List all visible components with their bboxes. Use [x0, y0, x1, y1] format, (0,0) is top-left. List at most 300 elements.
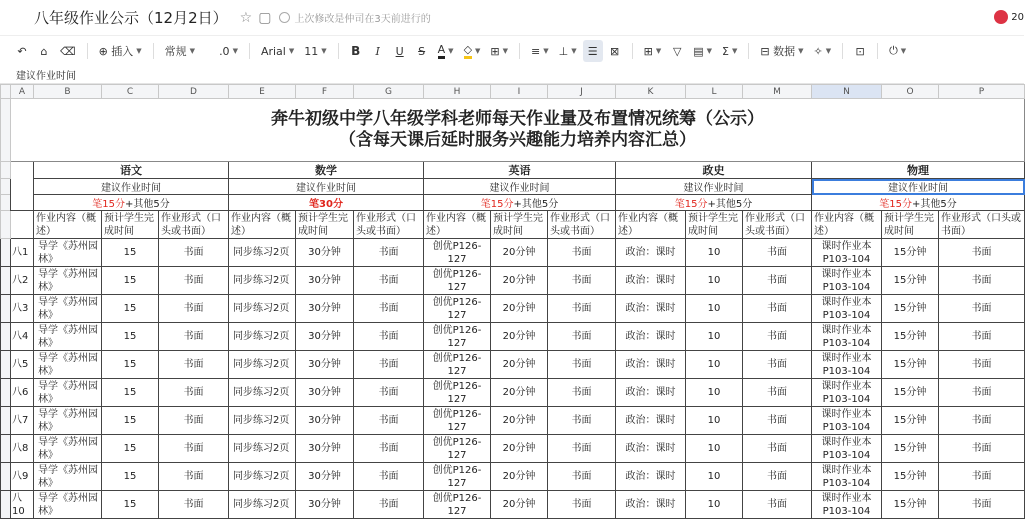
physics-content[interactable]: 课时作业本P103-104 — [812, 435, 882, 463]
english-content[interactable]: 创优P126-127 — [424, 267, 491, 295]
format-painter-icon[interactable]: ⌂ — [40, 44, 48, 58]
sheet-title-line2: （含每天课后延时服务兴趣能力培养内容汇总） — [339, 130, 696, 150]
politics-history-form[interactable]: 书面 — [743, 239, 812, 267]
last-edit-status[interactable] — [279, 10, 430, 25]
header-time[interactable]: 预计学生完成时间 — [491, 211, 548, 239]
chinese-content[interactable]: 导学《苏州园林》 — [34, 379, 102, 407]
math-form[interactable]: 书面 — [354, 351, 424, 379]
toolbar-divider — [877, 43, 878, 59]
english-content[interactable]: 创优P126-127 — [424, 351, 491, 379]
math-content[interactable]: 同步练习2页 — [229, 323, 296, 351]
font-family-dropdown[interactable]: Arial ▼ — [260, 44, 295, 58]
row-header[interactable] — [1, 99, 11, 162]
class-label[interactable]: 八4 — [11, 323, 34, 351]
math-form[interactable]: 书面 — [354, 379, 424, 407]
english-time[interactable]: 20分钟 — [491, 407, 548, 435]
merge-cells-button[interactable] — [605, 40, 625, 62]
politics-history-form[interactable]: 书面 — [743, 407, 812, 435]
math-form[interactable]: 书面 — [354, 323, 424, 351]
chinese-content[interactable]: 导学《苏州园林》 — [34, 463, 102, 491]
class-label[interactable]: 八6 — [11, 379, 34, 407]
chinese-time[interactable]: 15 — [102, 267, 159, 295]
math-content[interactable]: 同步练习2页 — [229, 295, 296, 323]
time-rule-politics-history[interactable]: 笔15分+其他5分 — [616, 195, 812, 211]
politics-history-content[interactable]: 政治：课时 — [616, 407, 686, 435]
suggest-time-math[interactable]: 建议作业时间 — [229, 179, 424, 195]
math-content[interactable]: 同步练习2页 — [229, 351, 296, 379]
suggest-time-physics[interactable]: 建议作业时间 — [812, 179, 1025, 195]
header-content[interactable]: 作业内容（概述） — [424, 211, 491, 239]
chinese-time[interactable]: 15 — [102, 491, 159, 519]
chinese-content[interactable]: 导学《苏州园林》 — [34, 295, 102, 323]
math-form[interactable]: 书面 — [354, 239, 424, 267]
politics-history-content[interactable]: 政治：课时 — [616, 239, 686, 267]
col-header-m[interactable]: M — [743, 85, 812, 99]
math-time[interactable]: 30分钟 — [296, 239, 354, 267]
class-label[interactable]: 八9 — [11, 463, 34, 491]
row-header[interactable] — [1, 239, 11, 267]
chinese-form[interactable]: 书面 — [159, 463, 229, 491]
row-header[interactable] — [1, 267, 11, 295]
data-icon: ⊟ — [760, 44, 770, 58]
magic-button[interactable] — [809, 40, 835, 62]
table-row — [1, 379, 1025, 407]
chinese-content[interactable]: 导学《苏州园林》 — [34, 407, 102, 435]
column-header-row — [1, 85, 1025, 99]
politics-history-content[interactable]: 政治：课时 — [616, 351, 686, 379]
header-form[interactable]: 作业形式（口头或书面） — [548, 211, 616, 239]
chinese-form[interactable]: 书面 — [159, 379, 229, 407]
row-header[interactable] — [1, 211, 11, 239]
row-label-blank[interactable] — [11, 162, 34, 211]
math-form[interactable]: 书面 — [354, 267, 424, 295]
politics-history-content[interactable]: 政治：课时 — [616, 463, 686, 491]
header-time[interactable]: 预计学生完成时间 — [102, 211, 159, 239]
sheet-title-line1: 奔牛初级中学八年级学科老师每天作业量及布置情况统筹（公示） — [271, 109, 764, 129]
table-row — [1, 295, 1025, 323]
physics-content[interactable]: 课时作业本P103-104 — [812, 295, 882, 323]
chevron-down-icon: ▼ — [502, 47, 509, 55]
physics-time[interactable]: 15分钟 — [882, 351, 939, 379]
english-form[interactable]: 书面 — [548, 491, 616, 519]
plugin-button[interactable] — [885, 40, 910, 62]
english-form[interactable]: 书面 — [548, 407, 616, 435]
politics-history-time[interactable]: 10 — [686, 267, 743, 295]
table-row — [1, 491, 1025, 519]
politics-history-form[interactable]: 书面 — [743, 351, 812, 379]
math-form[interactable]: 书面 — [354, 295, 424, 323]
english-form[interactable]: 书面 — [548, 351, 616, 379]
time-rule-english[interactable]: 笔15分+其他5分 — [424, 195, 616, 211]
col-header-d[interactable]: D — [159, 85, 229, 99]
clear-format-icon[interactable]: ⌫ — [60, 44, 76, 58]
row-header[interactable] — [1, 407, 11, 435]
english-time[interactable]: 20分钟 — [491, 267, 548, 295]
politics-history-content[interactable]: 政治：课时 — [616, 323, 686, 351]
sheet-title-cell[interactable] — [11, 99, 1025, 162]
math-time[interactable]: 30分钟 — [296, 463, 354, 491]
chevron-down-icon: ▼ — [475, 47, 481, 55]
english-content[interactable]: 创优P126-127 — [424, 491, 491, 519]
col-header-f[interactable]: F — [296, 85, 354, 99]
politics-history-time[interactable]: 10 — [686, 323, 743, 351]
politics-history-form[interactable]: 书面 — [743, 295, 812, 323]
freeze-button[interactable] — [640, 40, 666, 62]
english-form[interactable]: 书面 — [548, 323, 616, 351]
header-form[interactable]: 作业形式（口头或书面） — [743, 211, 812, 239]
col-header-c[interactable]: C — [102, 85, 159, 99]
chinese-content[interactable]: 导学《苏州园林》 — [34, 351, 102, 379]
politics-history-time[interactable]: 10 — [686, 351, 743, 379]
header-time[interactable]: 预计学生完成时间 — [882, 211, 939, 239]
english-content[interactable]: 创优P126-127 — [424, 295, 491, 323]
corner-cell[interactable] — [1, 85, 11, 99]
english-form[interactable]: 书面 — [548, 379, 616, 407]
math-content[interactable]: 同步练习2页 — [229, 491, 296, 519]
time-rule-physics[interactable]: 笔15分+其他5分 — [812, 195, 1025, 211]
filter-button[interactable] — [667, 40, 687, 62]
table-row — [1, 323, 1025, 351]
wrap-icon: ☰ — [587, 44, 598, 58]
last-edit-text: 上次修改是仲司在3天前进行的 — [294, 14, 431, 25]
class-label[interactable]: 八5 — [11, 351, 34, 379]
col-header-p[interactable]: P — [939, 85, 1025, 99]
chinese-time[interactable]: 15 — [102, 295, 159, 323]
align-vertical-button[interactable] — [555, 40, 581, 62]
chevron-down-icon: ▼ — [232, 47, 238, 55]
chinese-form[interactable]: 书面 — [159, 323, 229, 351]
formula-bar[interactable] — [0, 66, 1024, 84]
header-form[interactable]: 作业形式（口头或书面） — [939, 211, 1025, 239]
math-content[interactable]: 同步练习2页 — [229, 267, 296, 295]
politics-history-time[interactable]: 10 — [686, 379, 743, 407]
header-content[interactable]: 作业内容（概述） — [812, 211, 882, 239]
physics-time[interactable]: 15分钟 — [882, 323, 939, 351]
filter-icon: ▽ — [673, 44, 682, 58]
col-header-h[interactable]: H — [424, 85, 491, 99]
table-icon: ▤ — [693, 44, 704, 58]
english-content[interactable]: 创优P126-127 — [424, 463, 491, 491]
class-label[interactable]: 八3 — [11, 295, 34, 323]
toolbar-divider — [842, 43, 843, 59]
subject-politics-history[interactable]: 政史 — [616, 162, 812, 179]
chinese-form[interactable]: 书面 — [159, 267, 229, 295]
physics-form[interactable]: 书面 — [939, 239, 1025, 267]
physics-form[interactable]: 书面 — [939, 323, 1025, 351]
physics-form[interactable]: 书面 — [939, 407, 1025, 435]
math-content[interactable]: 同步练习2页 — [229, 239, 296, 267]
politics-history-content[interactable]: 政治：课时 — [616, 435, 686, 463]
star-icon[interactable]: ☆ — [239, 9, 253, 26]
chinese-form[interactable]: 书面 — [159, 239, 229, 267]
english-time[interactable]: 20分钟 — [491, 491, 548, 519]
data-button[interactable]: ⊟ 数据 ▼ — [760, 44, 804, 58]
row-header[interactable] — [1, 435, 11, 463]
toolbar-divider — [87, 43, 88, 59]
lock-button[interactable] — [850, 40, 870, 62]
chinese-content[interactable]: 导学《苏州园林》 — [34, 491, 102, 519]
chevron-down-icon: ▼ — [189, 47, 196, 55]
conditional-format-button[interactable] — [689, 40, 716, 62]
chevron-down-icon: ▼ — [706, 47, 713, 55]
class-header-blank[interactable] — [11, 211, 34, 239]
class-label[interactable]: 八1 — [11, 239, 34, 267]
class-label[interactable]: 八7 — [11, 407, 34, 435]
row-header[interactable] — [1, 295, 11, 323]
english-time[interactable]: 20分钟 — [491, 351, 548, 379]
col-header-k[interactable]: K — [616, 85, 686, 99]
wrap-text-button[interactable] — [583, 40, 603, 62]
header-form[interactable]: 作业形式（口头或书面） — [159, 211, 229, 239]
politics-history-content[interactable]: 政治：课时 — [616, 491, 686, 519]
chinese-time[interactable]: 15 — [102, 407, 159, 435]
table-row — [1, 435, 1025, 463]
toolbar-divider — [249, 43, 250, 59]
politics-history-time[interactable]: 10 — [686, 463, 743, 491]
politics-history-form[interactable]: 书面 — [743, 379, 812, 407]
english-content[interactable]: 创优P126-127 — [424, 435, 491, 463]
math-form[interactable]: 书面 — [354, 491, 424, 519]
italic-button[interactable]: I — [375, 44, 380, 58]
toolbar — [0, 36, 1024, 66]
math-form[interactable]: 书面 — [354, 435, 424, 463]
physics-time[interactable]: 15分钟 — [882, 267, 939, 295]
english-form[interactable]: 书面 — [548, 239, 616, 267]
english-form[interactable]: 书面 — [548, 295, 616, 323]
politics-history-time[interactable]: 10 — [686, 295, 743, 323]
time-rule-chinese[interactable]: 笔15分+其他5分 — [34, 195, 229, 211]
chinese-content[interactable]: 导学《苏州园林》 — [34, 267, 102, 295]
class-label[interactable]: 八8 — [11, 435, 34, 463]
chevron-down-icon: ▼ — [136, 47, 142, 55]
table-row — [1, 351, 1025, 379]
wand-icon: ✧ — [813, 44, 823, 58]
politics-history-content[interactable]: 政治：课时 — [616, 379, 686, 407]
math-time[interactable]: 30分钟 — [296, 407, 354, 435]
politics-history-time[interactable]: 10 — [686, 239, 743, 267]
physics-time[interactable]: 15分钟 — [882, 379, 939, 407]
row-header[interactable] — [1, 463, 11, 491]
header-form[interactable]: 作业形式（口头或书面） — [354, 211, 424, 239]
english-form[interactable]: 书面 — [548, 463, 616, 491]
col-header-e[interactable]: E — [229, 85, 296, 99]
english-content[interactable]: 创优P126-127 — [424, 323, 491, 351]
col-header-l[interactable]: L — [686, 85, 743, 99]
politics-history-time[interactable]: 10 — [686, 407, 743, 435]
chinese-form[interactable]: 书面 — [159, 435, 229, 463]
chinese-time[interactable]: 15 — [102, 323, 159, 351]
politics-history-form[interactable]: 书面 — [743, 463, 812, 491]
english-time[interactable]: 20分钟 — [491, 435, 548, 463]
english-content[interactable]: 创优P126-127 — [424, 407, 491, 435]
math-time[interactable]: 30分钟 — [296, 379, 354, 407]
col-header-g[interactable]: G — [354, 85, 424, 99]
col-header-j[interactable]: J — [548, 85, 616, 99]
align-icon: ≡ — [531, 44, 541, 58]
physics-time[interactable]: 15分钟 — [882, 491, 939, 519]
math-content[interactable]: 同步练习2页 — [229, 463, 296, 491]
sum-button[interactable]: Σ ▼ — [722, 44, 738, 58]
english-time[interactable]: 20分钟 — [491, 295, 548, 323]
english-time[interactable]: 20分钟 — [491, 463, 548, 491]
col-header-o[interactable]: O — [882, 85, 939, 99]
chinese-content[interactable]: 导学《苏州园林》 — [34, 323, 102, 351]
table-row — [1, 267, 1025, 295]
lock-icon: ⊡ — [855, 44, 865, 58]
chinese-time[interactable]: 15 — [102, 463, 159, 491]
table-row — [1, 463, 1025, 491]
insert-button[interactable]: ⊕ 插入 ▼ — [98, 44, 142, 58]
fill-color-button[interactable] — [460, 40, 485, 62]
math-content[interactable]: 同步练习2页 — [229, 407, 296, 435]
math-time[interactable]: 30分钟 — [296, 267, 354, 295]
physics-time[interactable]: 15分钟 — [882, 407, 939, 435]
row-header[interactable] — [1, 162, 11, 179]
physics-time[interactable]: 15分钟 — [882, 239, 939, 267]
chinese-time[interactable]: 15 — [102, 351, 159, 379]
subject-physics[interactable]: 物理 — [812, 162, 1025, 179]
math-time[interactable]: 30分钟 — [296, 351, 354, 379]
row-header[interactable] — [1, 491, 11, 519]
english-form[interactable]: 书面 — [548, 267, 616, 295]
chevron-down-icon: ▼ — [655, 47, 662, 55]
row-header[interactable] — [1, 195, 11, 211]
math-time[interactable]: 30分钟 — [296, 435, 354, 463]
politics-history-time[interactable]: 10 — [686, 435, 743, 463]
number-format-dropdown[interactable]: 常规 ▼ — [164, 45, 196, 58]
math-content[interactable]: 同步练习2页 — [229, 379, 296, 407]
chinese-time[interactable]: 15 — [102, 435, 159, 463]
politics-history-content[interactable]: 政治：课时 — [616, 267, 686, 295]
class-label[interactable]: 八2 — [11, 267, 34, 295]
subject-english[interactable]: 英语 — [424, 162, 616, 179]
physics-time[interactable]: 15分钟 — [882, 295, 939, 323]
spreadsheet-table — [0, 84, 1025, 519]
col-header-b[interactable]: B — [34, 85, 102, 99]
header-content[interactable]: 作业内容（概述） — [229, 211, 296, 239]
physics-form[interactable]: 书面 — [939, 463, 1025, 491]
underline-button[interactable]: U — [395, 44, 404, 58]
clock-icon — [279, 12, 290, 23]
politics-history-time[interactable]: 10 — [686, 491, 743, 519]
decimal-dropdown[interactable]: .0 ▼ — [219, 44, 238, 58]
suggest-time-politics-history[interactable]: 建议作业时间 — [616, 179, 812, 195]
math-time[interactable]: 30分钟 — [296, 295, 354, 323]
physics-form[interactable]: 书面 — [939, 267, 1025, 295]
time-rule-math[interactable]: 笔30分 — [229, 195, 424, 211]
row-header[interactable] — [1, 379, 11, 407]
comment-icon[interactable]: ▢ — [258, 9, 272, 26]
physics-form[interactable]: 书面 — [939, 379, 1025, 407]
chinese-form[interactable]: 书面 — [159, 407, 229, 435]
politics-history-form[interactable]: 书面 — [743, 323, 812, 351]
physics-content[interactable]: 课时作业本P103-104 — [812, 239, 882, 267]
physics-form[interactable]: 书面 — [939, 351, 1025, 379]
align-horizontal-button[interactable] — [527, 40, 553, 62]
bold-button[interactable]: B — [351, 44, 361, 58]
physics-form[interactable]: 书面 — [939, 295, 1025, 323]
toolbar-divider — [632, 43, 633, 59]
physics-form[interactable]: 书面 — [939, 435, 1025, 463]
physics-content[interactable]: 课时作业本P103-104 — [812, 323, 882, 351]
chinese-form[interactable]: 书面 — [159, 351, 229, 379]
col-header-i[interactable]: I — [491, 85, 548, 99]
physics-form[interactable]: 书面 — [939, 491, 1025, 519]
col-header-n[interactable]: N — [812, 85, 882, 99]
borders-button[interactable] — [486, 40, 512, 62]
header-content[interactable]: 作业内容（概述） — [616, 211, 686, 239]
physics-content[interactable]: 课时作业本P103-104 — [812, 351, 882, 379]
chevron-down-icon: ▼ — [798, 47, 804, 55]
chinese-content[interactable]: 导学《苏州园林》 — [34, 435, 102, 463]
english-form[interactable]: 书面 — [548, 435, 616, 463]
math-content[interactable]: 同步练习2页 — [229, 435, 296, 463]
subject-chinese[interactable]: 语文 — [34, 162, 229, 179]
chevron-down-icon: ▼ — [825, 47, 832, 55]
col-header-a[interactable]: A — [11, 85, 34, 99]
data-rows — [1, 239, 1025, 519]
english-content[interactable]: 创优P126-127 — [424, 239, 491, 267]
row-header[interactable] — [1, 351, 11, 379]
physics-content[interactable]: 课时作业本P103-104 — [812, 407, 882, 435]
strikethrough-button[interactable]: S — [418, 44, 426, 58]
politics-history-form[interactable]: 书面 — [743, 491, 812, 519]
text-color-button[interactable]: A ▼ — [434, 40, 458, 62]
font-size-dropdown[interactable]: 11 ▼ — [304, 44, 327, 58]
chinese-time[interactable]: 15 — [102, 379, 159, 407]
chinese-form[interactable]: 书面 — [159, 491, 229, 519]
header-time[interactable]: 预计学生完成时间 — [296, 211, 354, 239]
english-time[interactable]: 20分钟 — [491, 239, 548, 267]
chinese-time[interactable]: 15 — [102, 239, 159, 267]
undo-icon[interactable]: ↶ — [17, 44, 27, 58]
math-form[interactable]: 书面 — [354, 463, 424, 491]
table-row — [1, 239, 1025, 267]
physics-time[interactable]: 15分钟 — [882, 463, 939, 491]
chinese-form[interactable]: 书面 — [159, 295, 229, 323]
politics-history-content[interactable]: 政治：课时 — [616, 295, 686, 323]
subject-math[interactable]: 数学 — [229, 162, 424, 179]
suggest-time-chinese[interactable]: 建议作业时间 — [34, 179, 229, 195]
plug-icon: ⏻ — [889, 44, 898, 57]
doc-title[interactable]: 八年级作业公示（12月2日） — [34, 9, 228, 27]
politics-history-form[interactable]: 书面 — [743, 435, 812, 463]
physics-content[interactable]: 课时作业本P103-104 — [812, 379, 882, 407]
header-time[interactable]: 预计学生完成时间 — [686, 211, 743, 239]
class-label[interactable]: 八10 — [11, 491, 34, 519]
physics-content[interactable]: 课时作业本P103-104 — [812, 463, 882, 491]
physics-content[interactable]: 课时作业本P103-104 — [812, 267, 882, 295]
physics-time[interactable]: 15分钟 — [882, 435, 939, 463]
row-header[interactable] — [1, 323, 11, 351]
physics-content[interactable]: 课时作业本P103-104 — [812, 491, 882, 519]
english-time[interactable]: 20分钟 — [491, 323, 548, 351]
table-row — [1, 407, 1025, 435]
header-content[interactable]: 作业内容（概述） — [34, 211, 102, 239]
chinese-content[interactable]: 导学《苏州园林》 — [34, 239, 102, 267]
math-time[interactable]: 30分钟 — [296, 323, 354, 351]
math-time[interactable]: 30分钟 — [296, 491, 354, 519]
user-area[interactable] — [994, 10, 1024, 24]
row-header[interactable] — [1, 179, 11, 195]
math-form[interactable]: 书面 — [354, 407, 424, 435]
english-time[interactable]: 20分钟 — [491, 379, 548, 407]
politics-history-form[interactable]: 书面 — [743, 267, 812, 295]
english-content[interactable]: 创优P126-127 — [424, 379, 491, 407]
toolbar-divider — [519, 43, 520, 59]
suggest-time-english[interactable]: 建议作业时间 — [424, 179, 616, 195]
formula-content[interactable]: 建议作业时间 — [16, 71, 76, 82]
